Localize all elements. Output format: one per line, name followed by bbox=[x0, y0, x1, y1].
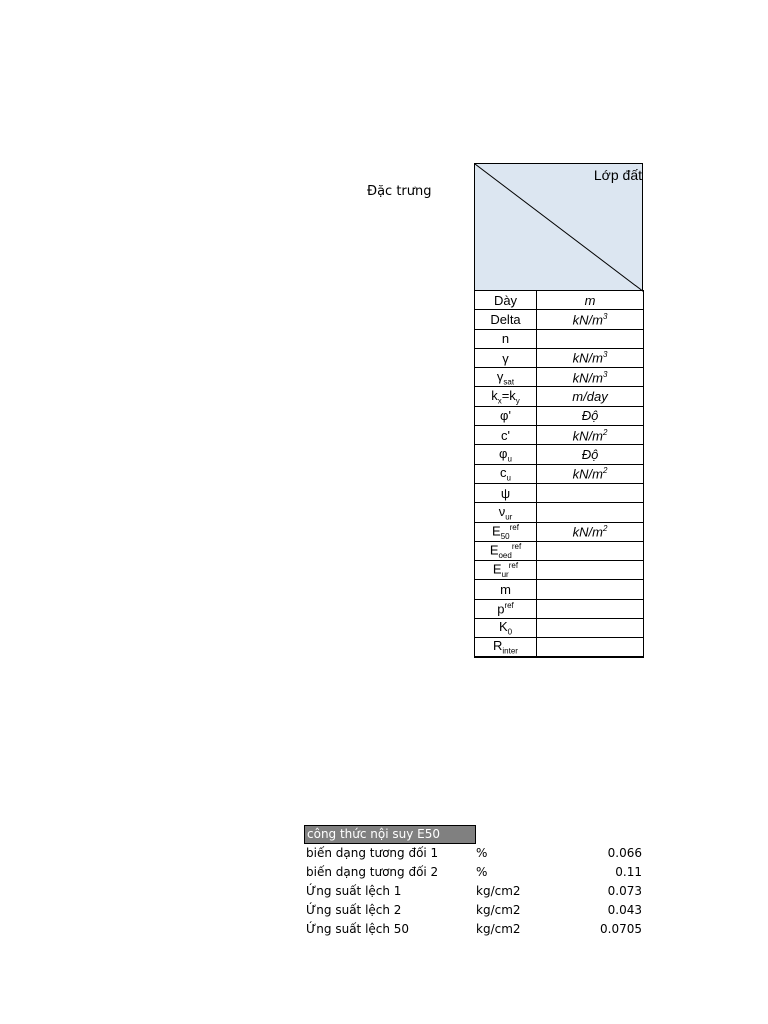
formula-title[interactable]: công thức nội suy E50 bbox=[304, 825, 476, 844]
formula-row bbox=[304, 863, 644, 882]
formula-name-cell[interactable]: Ứng suất lệch 2 bbox=[306, 903, 402, 917]
property-symbol-cell[interactable]: $k_x=k_y$ bbox=[475, 387, 537, 406]
column-header-label: Lớp đất bbox=[593, 167, 642, 183]
property-unit-cell[interactable] bbox=[537, 580, 644, 599]
property-unit-cell[interactable]: $kN/m^2$ bbox=[537, 426, 644, 445]
formula-value-cell[interactable]: 0.043 bbox=[607, 903, 642, 917]
table-row bbox=[475, 503, 644, 522]
diagonal-divider bbox=[475, 164, 644, 292]
formula-row bbox=[304, 844, 644, 863]
property-unit-cell[interactable] bbox=[537, 561, 644, 580]
property-symbol-cell[interactable]: m bbox=[475, 580, 537, 599]
formula-name-cell[interactable]: Ứng suất lệch 50 bbox=[306, 922, 410, 936]
table-row bbox=[475, 426, 644, 445]
table-row bbox=[475, 348, 644, 367]
property-unit-cell[interactable]: Độ bbox=[537, 406, 644, 425]
table-row bbox=[475, 310, 644, 329]
property-unit-cell[interactable] bbox=[537, 503, 644, 522]
property-unit-cell[interactable] bbox=[537, 541, 644, 560]
formula-value-cell[interactable]: 0.0705 bbox=[600, 922, 642, 936]
table-row bbox=[475, 291, 644, 310]
property-symbol-cell[interactable]: $E_{ur}^{ref}$ bbox=[475, 561, 537, 580]
soil-properties-table bbox=[474, 290, 644, 658]
property-symbol-cell[interactable]: $R_{inter}$ bbox=[475, 638, 537, 657]
table-header-cell[interactable] bbox=[474, 163, 643, 291]
property-symbol-cell[interactable]: $p^{ref}$ bbox=[475, 599, 537, 618]
property-symbol-cell[interactable]: $E_{50}^{ref}$ bbox=[475, 522, 537, 541]
formula-row bbox=[304, 920, 644, 939]
formula-value-cell[interactable]: 0.073 bbox=[607, 884, 642, 898]
property-unit-cell[interactable] bbox=[537, 483, 644, 502]
formula-unit-cell[interactable]: kg/cm2 bbox=[476, 922, 521, 936]
property-unit-cell[interactable]: $kN/m^2$ bbox=[537, 464, 644, 483]
table-row bbox=[475, 445, 644, 464]
table-row bbox=[475, 541, 644, 560]
table-row bbox=[475, 329, 644, 348]
property-symbol-cell[interactable]: $c_u$ bbox=[475, 464, 537, 483]
table-row bbox=[475, 619, 644, 638]
property-symbol-cell[interactable]: φ' bbox=[475, 406, 537, 425]
property-symbol-cell[interactable]: Dày bbox=[475, 291, 537, 310]
formula-name-cell[interactable]: Ứng suất lệch 1 bbox=[306, 884, 402, 898]
property-unit-cell[interactable]: $kN/m^3$ bbox=[537, 348, 644, 367]
property-symbol-cell[interactable]: ψ bbox=[475, 483, 537, 502]
property-unit-cell[interactable]: m bbox=[537, 291, 644, 310]
table-row bbox=[475, 387, 644, 406]
formula-name-cell[interactable]: biến dạng tương đối 1 bbox=[306, 846, 439, 860]
formula-unit-cell[interactable]: kg/cm2 bbox=[476, 884, 521, 898]
formula-unit-cell[interactable]: % bbox=[476, 865, 488, 879]
formula-name-cell[interactable]: biến dạng tương đối 2 bbox=[306, 865, 439, 879]
property-unit-cell[interactable]: $kN/m^3$ bbox=[537, 310, 644, 329]
property-unit-cell[interactable] bbox=[537, 638, 644, 657]
formula-value-cell[interactable]: 0.11 bbox=[615, 865, 642, 879]
table-row bbox=[475, 638, 644, 657]
property-symbol-cell[interactable]: $\nu_{ur}$ bbox=[475, 503, 537, 522]
property-unit-cell[interactable]: m/day bbox=[537, 387, 644, 406]
table-row bbox=[475, 580, 644, 599]
property-unit-cell[interactable] bbox=[537, 599, 644, 618]
table-row bbox=[475, 561, 644, 580]
formula-unit-cell[interactable]: % bbox=[476, 846, 488, 860]
formula-row bbox=[304, 882, 644, 901]
property-unit-cell[interactable]: Độ bbox=[537, 445, 644, 464]
property-symbol-cell[interactable]: n bbox=[475, 329, 537, 348]
table-row bbox=[475, 522, 644, 541]
table-row bbox=[475, 464, 644, 483]
property-symbol-cell[interactable]: $K_0$ bbox=[475, 619, 537, 638]
property-symbol-cell[interactable]: c' bbox=[475, 426, 537, 445]
table-row bbox=[475, 599, 644, 618]
table-row bbox=[475, 483, 644, 502]
property-symbol-cell[interactable]: $\gamma_{sat}$ bbox=[475, 368, 537, 387]
formula-unit-cell[interactable]: kg/cm2 bbox=[476, 903, 521, 917]
property-symbol-cell[interactable]: $E_{oed}^{ref}$ bbox=[475, 541, 537, 560]
row-header-label: Đặc trưng bbox=[367, 184, 432, 199]
property-symbol-cell[interactable]: γ bbox=[475, 348, 537, 367]
property-symbol-cell[interactable]: $\varphi_u$ bbox=[475, 445, 537, 464]
property-unit-cell[interactable] bbox=[537, 329, 644, 348]
property-symbol-cell[interactable]: Delta bbox=[475, 310, 537, 329]
table-row bbox=[475, 368, 644, 387]
property-unit-cell[interactable] bbox=[537, 619, 644, 638]
property-unit-cell[interactable]: $kN/m^2$ bbox=[537, 522, 644, 541]
table-row bbox=[475, 406, 644, 425]
formula-value-cell[interactable]: 0.066 bbox=[607, 846, 642, 860]
property-unit-cell[interactable]: $kN/m^3$ bbox=[537, 368, 644, 387]
formula-row bbox=[304, 901, 644, 920]
